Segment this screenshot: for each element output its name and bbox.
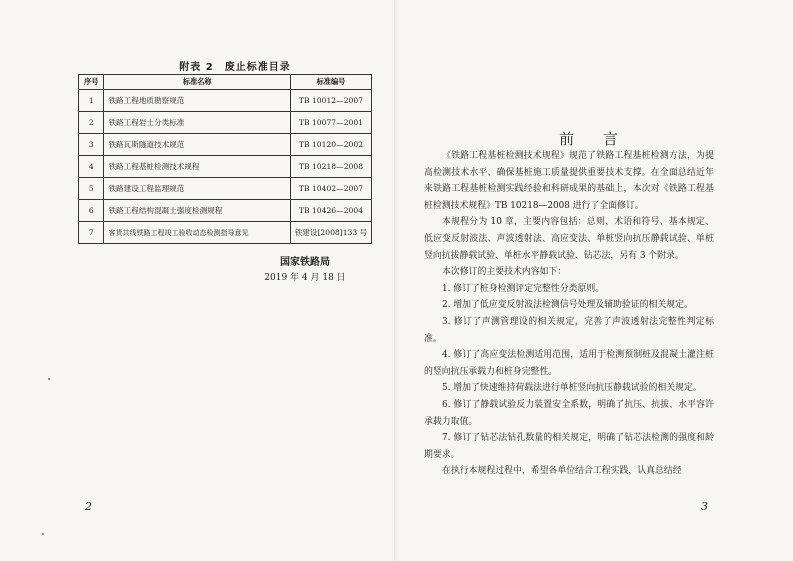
cell-name: 铁路工程基桩检测技术规程 <box>104 156 290 178</box>
cell-name: 铁路瓦斯隧道技术规范 <box>104 134 290 156</box>
cell-code: TB 10218—2008 <box>290 156 371 178</box>
table-row <box>79 178 372 200</box>
table-row <box>79 222 372 244</box>
cell-code: TB 10077—2001 <box>290 112 371 134</box>
paragraph: 5. 增加了快速维持荷载法进行单桩竖向抗压静载试验的相关规定。 <box>442 383 702 394</box>
cell-code: TB 10120—2002 <box>290 134 371 156</box>
cell-code: TB 10426—2004 <box>290 200 371 222</box>
preface-title: 前 言 <box>559 130 630 148</box>
paragraph: 1. 修订了桩身检测评定完整性分类原则。 <box>442 283 605 294</box>
table-row <box>79 134 372 156</box>
paragraph: 6. 修订了静载试验反力装置安全系数，明确了抗压、抗拔、水平容许承载力取值。 <box>424 399 714 427</box>
cell-name: 铁路工程地质勘察规范 <box>104 90 290 112</box>
paragraph: 本次修订的主要技术内容如下： <box>442 267 567 278</box>
cell-no: 1 <box>79 90 104 112</box>
paragraph: 2. 增加了低应变反射波法检测信号处理及辅助验证的相关规定。 <box>442 300 693 311</box>
cell-no: 7 <box>79 222 104 244</box>
paragraph: 本规程分为 10 章，主要内容包括：总则、术语和符号、基本规定、低应变反射波法、声波透射法、高应变法、单桩竖向抗压静载试验、单桩竖向抗拔静载试验、单桩水平静载试验、钻芯法，另有 3 个附录。 <box>424 217 714 261</box>
cell-no: 6 <box>79 200 104 222</box>
cell-name: 铁路工程结构混凝土强度检测规程 <box>104 200 290 222</box>
paragraph: 《铁路工程基桩检测技术规程》规范了铁路工程基桩检测方法，为提高检测技术水平、确保基桩施工质量提供重要技术支撑。在全面总结近年来铁路工程基桩检测实践经验和科研成果的基础上，本次对《铁路工程基桩检测技术规程》TB 10218—2008 进行了全面修订。 <box>424 151 714 211</box>
scan-speck <box>42 533 44 535</box>
paragraph: 4. 修订了高应变法检测适用范围，适用于检测预制桩及混凝土灌注桩的竖向抗压承载力和桩身完整性。 <box>424 350 714 377</box>
cell-no: 4 <box>79 156 104 178</box>
table-row <box>79 200 372 222</box>
cell-name: 铁路工程岩土分类标准 <box>104 112 290 134</box>
header-no: 序号 <box>79 75 104 90</box>
issuing-authority: 国家铁路局 <box>280 257 330 268</box>
cell-no: 3 <box>79 134 104 156</box>
cell-no: 2 <box>79 112 104 134</box>
paragraph: 在执行本规程过程中，希望各单位结合工程实践，认真总结经 <box>442 466 682 477</box>
table-caption: 附表 2 废止标准目录 <box>179 62 291 73</box>
table-header-row <box>79 75 372 90</box>
header-code: 标准编号 <box>290 75 371 90</box>
cell-code: TB 10402—2007 <box>290 178 371 200</box>
book-gutter <box>394 0 398 561</box>
cell-code: 铁建设[2008]133 号 <box>290 222 371 244</box>
cell-code: TB 10012—2007 <box>290 90 371 112</box>
abolished-standards-table <box>78 74 372 244</box>
paragraph: 7. 修订了钻芯法钻孔数量的相关规定，明确了钻芯法检测的强度和龄期要求。 <box>424 433 714 460</box>
paragraph: 3. 修订了声测管理设的相关规定，完善了声波透射法完整性判定标准。 <box>424 316 714 344</box>
cell-name: 铁路建设工程监理规范 <box>104 178 290 200</box>
page-number-left: 2 <box>85 500 92 513</box>
header-name: 标准名称 <box>104 75 290 90</box>
issue-date: 2019 年 4 月 18 日 <box>264 273 346 283</box>
preface-body <box>424 148 714 480</box>
page-number-right: 3 <box>701 500 708 513</box>
table-row <box>79 112 372 134</box>
scan-speck <box>48 378 50 380</box>
cell-no: 5 <box>79 178 104 200</box>
table-row <box>79 156 372 178</box>
cell-name: 客货共线铁路工程竣工验收动态检测指导意见 <box>104 222 290 244</box>
table-row <box>79 90 372 112</box>
